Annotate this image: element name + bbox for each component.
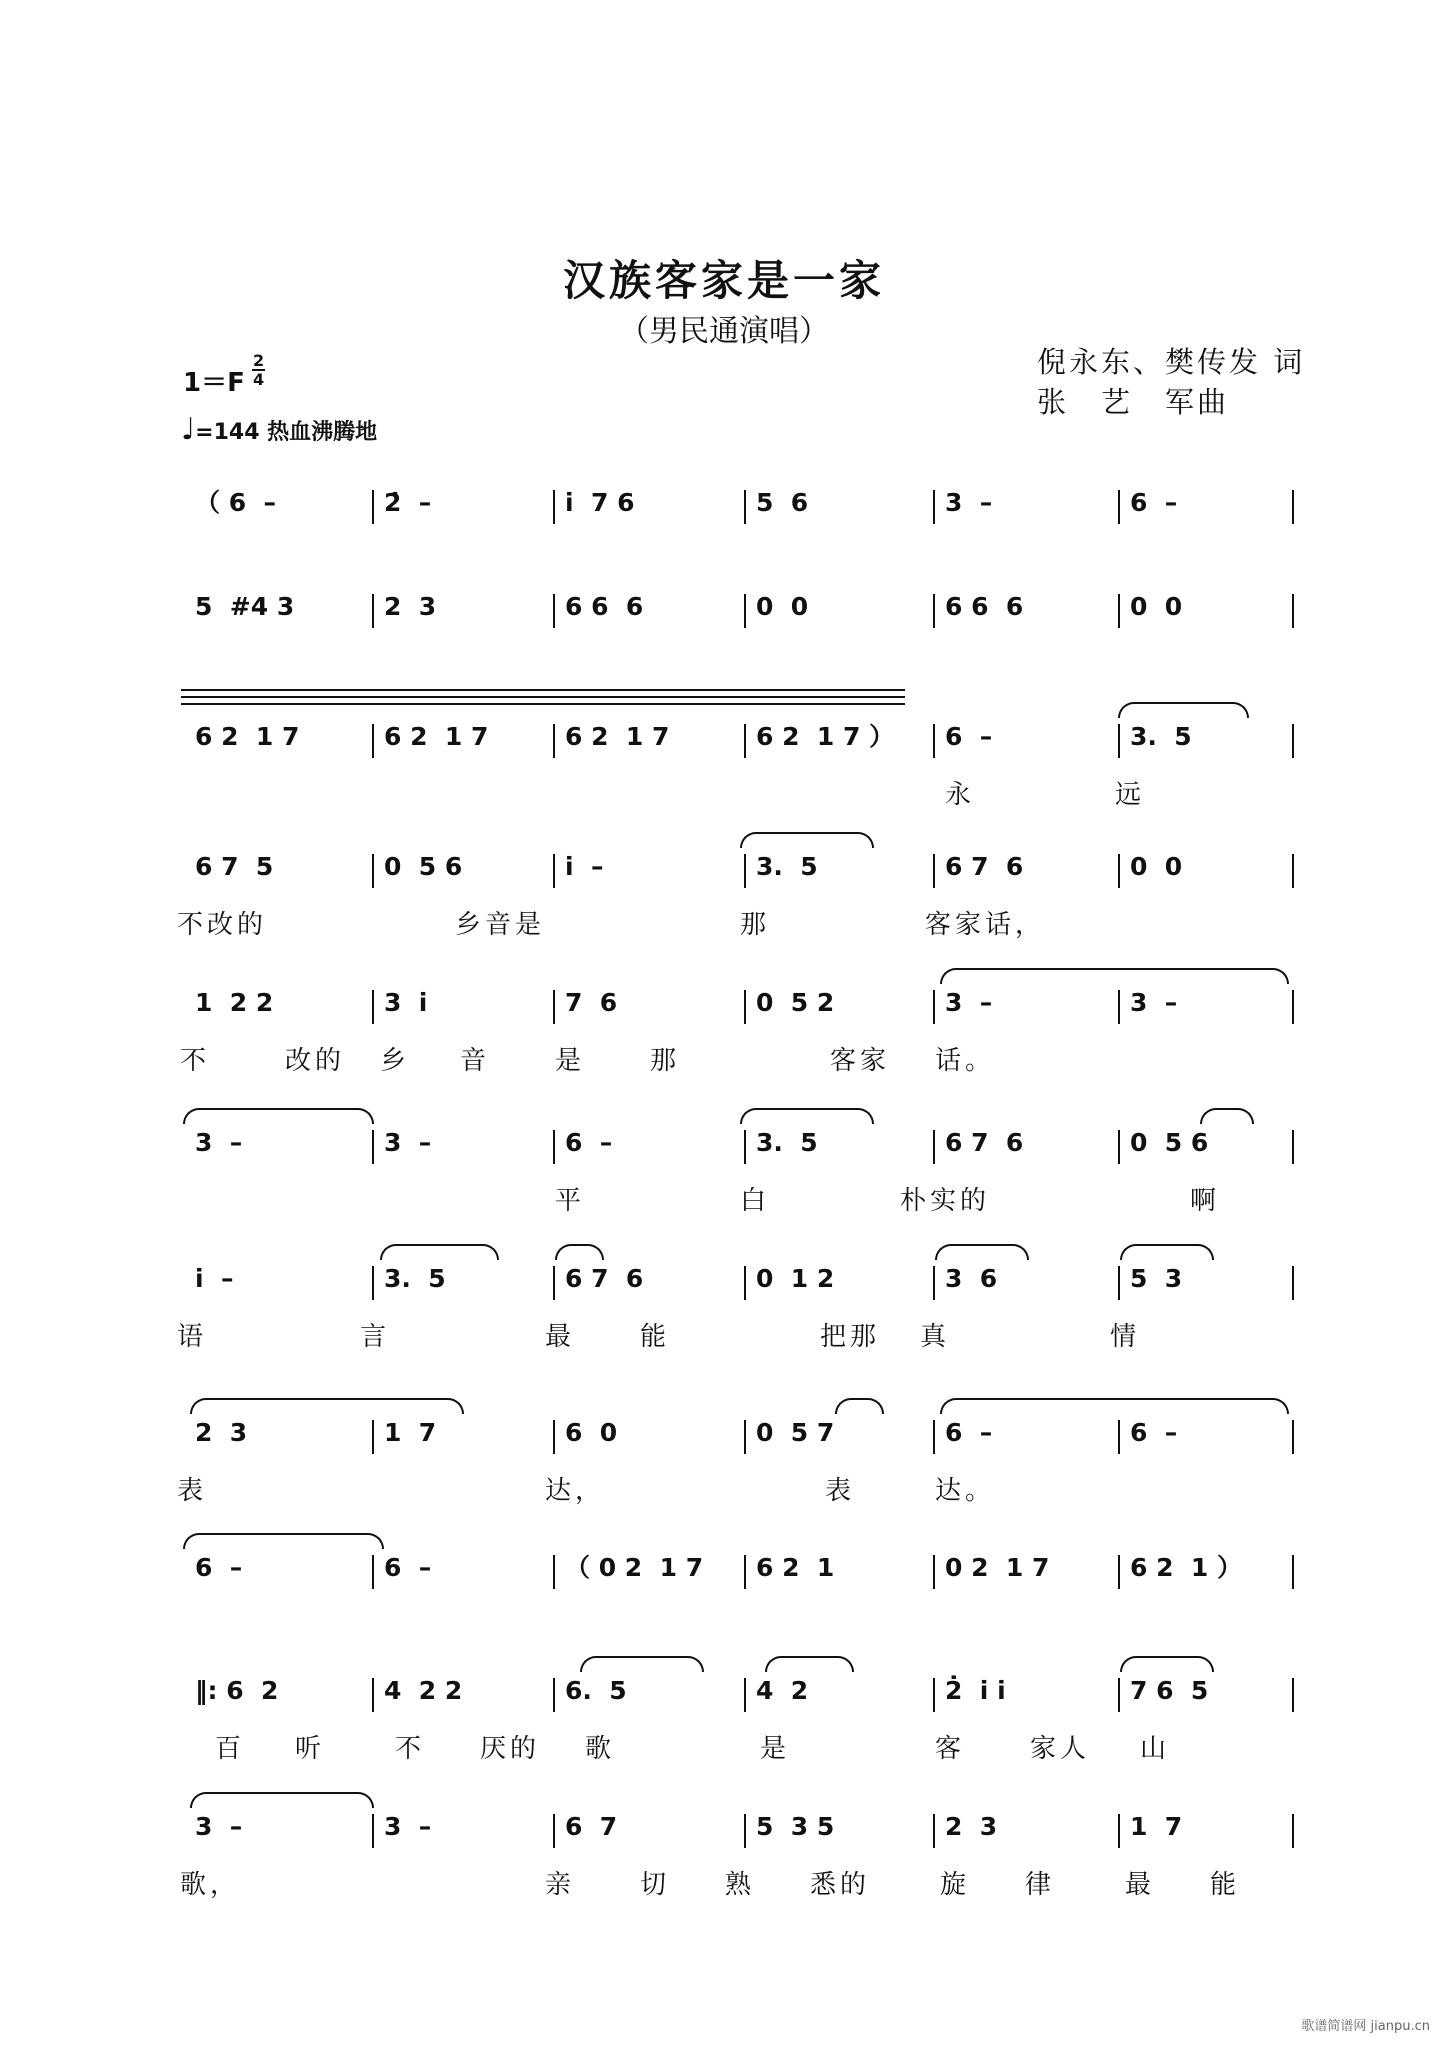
measure: 6 7 5 (195, 852, 274, 881)
measure: 4 2 (756, 1676, 809, 1705)
measure: 0 1 2 (756, 1264, 835, 1293)
lyric-syllable: 不改的 (177, 910, 268, 940)
measure: 6 2 1 7 (384, 722, 489, 751)
measure: 0 2 1 7 (945, 1553, 1050, 1582)
measure: 6 7 6 (565, 1264, 644, 1293)
measure: 3. 5 (1130, 722, 1192, 751)
measure: 6 6 6 (565, 592, 644, 621)
lyric-syllable: 那 (650, 1046, 681, 1076)
lyric-syllable: 永 (945, 780, 976, 810)
lyric-syllable: 旋 (940, 1870, 971, 1900)
measure: 4 2 2 (384, 1676, 463, 1705)
measure: 5 3 5 (756, 1812, 835, 1841)
lyric-syllable: 白 (740, 1186, 771, 1216)
measure: 0 5 6 (1130, 1128, 1209, 1157)
lyric-syllable: 不 (180, 1046, 211, 1076)
lyric-syllable: 能 (1210, 1870, 1241, 1900)
lyric-syllable: 达。 (935, 1476, 996, 1506)
measure: 1 7 (384, 1418, 437, 1447)
lyric-syllable: 乡 (380, 1046, 411, 1076)
lyric-syllable: 那 (740, 910, 771, 940)
measure: 6 7 6 (945, 1128, 1024, 1157)
lyric-syllable: 远 (1115, 780, 1146, 810)
lyric-syllable: 话。 (935, 1046, 996, 1076)
measure: （ 0 2 1 7 (565, 1553, 704, 1582)
measure: 5 #4 3 (195, 592, 295, 621)
lyric-syllable: 情 (1110, 1322, 1141, 1352)
lyric-syllable: 能 (640, 1322, 671, 1352)
measure: 1 2 2 (195, 988, 274, 1017)
lyric-syllable: 亲 (545, 1870, 576, 1900)
measure: 5 3 (1130, 1264, 1183, 1293)
time-denominator: 4 (253, 370, 265, 389)
measure: 3 – (1130, 988, 1178, 1017)
measure: 6 – (1130, 1418, 1178, 1447)
measure: 3. 5 (756, 852, 818, 881)
measure: 6 7 (565, 1812, 618, 1841)
lyric-syllable: 朴实的 (900, 1186, 991, 1216)
measure: ‖: 6 2 (195, 1676, 279, 1705)
lyric-syllable: 悉的 (810, 1870, 871, 1900)
measure: 3. 5 (384, 1264, 446, 1293)
measure: 2 3 (384, 592, 437, 621)
lyric-syllable: 把那 (820, 1322, 881, 1352)
measure: 3 – (945, 488, 993, 517)
lyric-syllable: 最 (545, 1322, 576, 1352)
measure: 6 – (384, 1553, 432, 1582)
measure: 0 0 (1130, 852, 1183, 881)
measure: 2̇ – (384, 488, 432, 517)
measure: 6 0 (565, 1418, 618, 1447)
measure: 0 5 7 (756, 1418, 835, 1447)
measure: 0 5 2 (756, 988, 835, 1017)
measure: 0 0 (756, 592, 809, 621)
measure: 6 2 1 7 (195, 722, 300, 751)
measure: 3 i̇ (384, 988, 428, 1017)
measure: 6 2 1 7 (565, 722, 670, 751)
lyric-syllable: 是 (555, 1046, 586, 1076)
lyric-syllable: 真 (920, 1322, 951, 1352)
measure: 6 2 1 ） (1130, 1553, 1242, 1582)
lyric-syllable: 啊 (1190, 1186, 1221, 1216)
lyric-syllable: 歌， (180, 1870, 241, 1900)
measure: 2 3 (945, 1812, 998, 1841)
lyric-syllable: 百 (215, 1734, 246, 1764)
tempo-text: =144 热血沸腾地 (195, 420, 378, 445)
lyric-syllable: 言 (360, 1322, 391, 1352)
lyric-syllable: 改的 (285, 1046, 346, 1076)
measure: 6 6 6 (945, 592, 1024, 621)
lyric-syllable: 语 (177, 1322, 208, 1352)
lyric-syllable: 律 (1025, 1870, 1056, 1900)
measure: 6 7 6 (945, 852, 1024, 881)
measure: 3 – (384, 1128, 432, 1157)
measure: 7 6 (565, 988, 618, 1017)
lyric-syllable: 山 (1140, 1734, 1171, 1764)
measure: 3 – (384, 1812, 432, 1841)
measure: 6 – (195, 1553, 243, 1582)
measure: 6 – (945, 722, 993, 751)
lyric-syllable: 家人 (1030, 1734, 1091, 1764)
lyric-syllable: 表 (825, 1476, 856, 1506)
lyric-syllable: 平 (555, 1186, 586, 1216)
measure: 6 2 1 (756, 1553, 835, 1582)
lyric-syllable: 厌的 (480, 1734, 541, 1764)
measure: 1 7 (1130, 1812, 1183, 1841)
key-signature: 1＝F (183, 368, 245, 398)
time-numerator: 2 (253, 351, 265, 370)
lyric-syllable: 歌 (585, 1734, 616, 1764)
measure: 3 6 (945, 1264, 998, 1293)
measure: 2 3 (195, 1418, 248, 1447)
lyric-syllable: 乡音是 (455, 910, 546, 940)
lyric-syllable: 表 (177, 1476, 208, 1506)
lyric-syllable: 客家话， (925, 910, 1046, 940)
measure: 5 6 (756, 488, 809, 517)
measure: 7 6 5 (1130, 1676, 1209, 1705)
lyric-syllable: 切 (640, 1870, 671, 1900)
lyric-syllable: 客家 (830, 1046, 891, 1076)
lyric-syllable: 达， (545, 1476, 606, 1506)
lyric-syllable: 听 (295, 1734, 326, 1764)
lyric-syllable: 客 (935, 1734, 966, 1764)
measure: 6 2 1 7 ） (756, 722, 895, 751)
lyric-syllable: 最 (1125, 1870, 1156, 1900)
measure: 0 0 (1130, 592, 1183, 621)
measure: 6 – (565, 1128, 613, 1157)
song-subtitle: （男民通演唱） (619, 314, 829, 349)
measure: （ 6 – (195, 488, 277, 517)
measure: 6 – (945, 1418, 993, 1447)
watermark: 歌谱简谱网 jianpu.cn (1301, 2019, 1430, 2034)
lyric-syllable: 不 (395, 1734, 426, 1764)
measure: 3. 5 (756, 1128, 818, 1157)
measure: 6 – (1130, 488, 1178, 517)
lyric-syllable: 是 (760, 1734, 791, 1764)
measure: 3 – (945, 988, 993, 1017)
composer-credit: 张 艺 军曲 (1037, 385, 1230, 419)
measure: 3 – (195, 1812, 243, 1841)
measure: 0 5 6 (384, 852, 463, 881)
lyricist-credit: 倪永东、樊传发 词 (1037, 345, 1306, 379)
quarter-note-icon: ♩ (181, 412, 196, 447)
lyric-syllable: 音 (460, 1046, 491, 1076)
measure: 3 – (195, 1128, 243, 1157)
measure: 2̇ i̇ i̇ (945, 1676, 1006, 1705)
measure: i̇ – (195, 1264, 234, 1293)
lyric-syllable: 熟 (725, 1870, 756, 1900)
measure: i̇ – (565, 852, 604, 881)
song-title: 汉族客家是一家 (562, 256, 885, 305)
measure: i̇ 7 6 (565, 488, 635, 517)
measure: 6. 5 (565, 1676, 627, 1705)
